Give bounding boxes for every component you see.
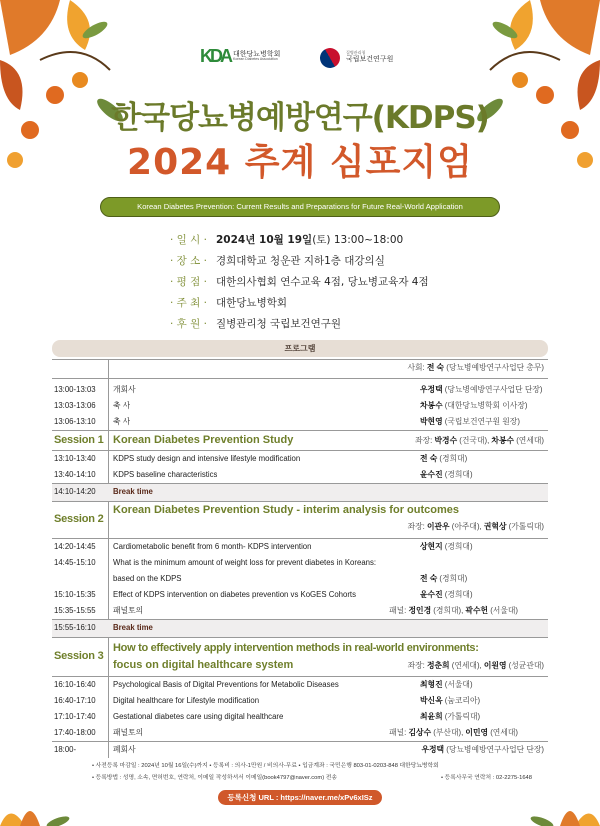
program-table [52, 359, 548, 758]
rows-r1-n1: 우정택 [420, 385, 443, 394]
rows-r10-a1: (서울대) [442, 680, 473, 689]
rows-r6-n1: 상현지 [420, 542, 443, 551]
registration-contact: • 등록사무국 연락처 : 02-2275-1648 [441, 775, 532, 781]
rows-r11-time: 16:40-17:10 [54, 696, 96, 705]
info-0-value_bold: 2024년 10월 19일 [216, 234, 313, 246]
title-line-2: 2024 추계 심포지엄 [127, 142, 473, 183]
table-row [52, 603, 548, 619]
rows-s1-a1: (건국대), [457, 436, 492, 445]
rows-mc-prefix: 사회: [407, 363, 427, 372]
rows-r8-title: Effect of KDPS intervention on diabetes prevention vs KoGES Cohorts [113, 590, 356, 599]
rows-s2-title: Korean Diabetes Prevention Study - interim analysis for outcomes [113, 504, 459, 516]
program-header: 프로그램 [52, 340, 548, 357]
rows-r2-time: 13:03-13:06 [54, 401, 96, 410]
nih-logo [320, 48, 393, 68]
rows-r13-prefix: 패널: [389, 728, 409, 737]
rows-r9-n2: 곽수헌 [465, 606, 489, 615]
table-row [52, 414, 548, 430]
rows-r4-a1: (경희대) [437, 454, 468, 463]
rows-b2-title: Break time [113, 623, 153, 632]
rows-b1-time: 14:10-14:20 [54, 487, 96, 496]
rows-s2-n2: 권혁상 [483, 522, 507, 531]
registration-url-button[interactable]: 등록신청 URL : https://naver.me/xPv6xISz [218, 790, 382, 805]
rows-r13-a1: (부산대), [431, 728, 466, 737]
rows-r9-time: 15:35-15:55 [54, 606, 96, 615]
rows-s3-title: How to effectively apply intervention methods in real-world environments: [113, 642, 479, 654]
rows-r11-a1: (눔코리아) [442, 696, 481, 705]
rows-r4-time: 13:10-13:40 [54, 454, 96, 463]
info-1-label: · 장 소 · [170, 255, 207, 267]
rows-s3-a1: (연세대), [449, 661, 484, 670]
autumn-leaves-bottom-left [0, 796, 70, 826]
rows-s1-title: Korean Diabetes Prevention Study [113, 434, 294, 446]
rows-s2-a1: (아주대), [449, 522, 484, 531]
rows-r14-n1: 우정택 [421, 745, 445, 754]
rows-s2-n1: 이관우 [426, 522, 450, 531]
rows-s1-n1: 박경수 [434, 436, 458, 445]
rows-r9-prefix: 패널: [389, 606, 409, 615]
session-3-row [52, 638, 548, 676]
break-row [52, 484, 548, 501]
taegeuk-emblem-icon [316, 44, 343, 71]
rows-r7-title2: based on the KDPS [113, 574, 182, 583]
rows-r12-title: Gestational diabetes care using digital healthcare [113, 712, 284, 721]
kda-name: 대한당뇨병학회 [233, 50, 281, 58]
info-3-label: · 주 최 · [170, 297, 207, 309]
info-2-value: 대한의사협회 연수교육 4점, 당뇨병교육자 4점 [216, 276, 429, 288]
rows-r3-time: 13:06-13:10 [54, 417, 96, 426]
rows-r7-time: 14:45-15:10 [54, 558, 96, 567]
rows-r2-a1: (대한당뇨병학회 이사장) [442, 401, 528, 410]
rows-r10-title: Psychological Basis of Digital Preventions for Metabolic Diseases [113, 680, 339, 689]
table-row [52, 693, 548, 709]
rows-r4-n1: 전 숙 [420, 454, 438, 463]
subtitle-banner: Korean Diabetes Prevention: Current Results and Preparations for Future Real-World Application [100, 197, 500, 217]
rows-r1-time: 13:00-13:03 [54, 385, 96, 394]
rows-r8-a1: (경희대) [442, 590, 473, 599]
info-2-label: · 평 점 · [170, 276, 207, 288]
rows-r1-title: 개회사 [113, 385, 136, 394]
rows-r4-title: KDPS study design and intensive lifestyle modification [113, 454, 301, 463]
info-sponsor [170, 314, 429, 335]
info-venue [170, 251, 429, 272]
kdca-name: 질병관리청 [346, 50, 366, 56]
info-host [170, 293, 429, 314]
rows-r9-a1: (경희대), [431, 606, 466, 615]
rows-r9-a2: (서울대) [488, 606, 518, 615]
rows-r7-a1: (경희대) [437, 574, 468, 583]
rows-r12-a1: (가톨릭대) [442, 712, 481, 721]
rows-s1-label: Session 1 [54, 434, 104, 446]
rows-s3-label: Session 3 [54, 650, 104, 662]
info-credits [170, 272, 429, 293]
event-info [170, 230, 429, 335]
nih-name: 국립보건연구원 [346, 56, 394, 64]
rows-r9-title: 패널토의 [113, 606, 144, 615]
table-row [52, 539, 548, 555]
info-4-label: · 후 원 · [170, 318, 207, 330]
rows-r10-time: 16:10-16:40 [54, 680, 96, 689]
table-row [52, 451, 548, 467]
table-row [52, 587, 548, 603]
kda-logo-mark: KDA [200, 46, 230, 66]
rows-mc-n1: 전 숙 [426, 363, 445, 372]
rows-r8-n1: 윤수진 [420, 590, 443, 599]
rows-r12-time: 17:10-17:40 [54, 712, 96, 721]
rows-mc-a1: (당뇨병예방연구사업단 총무) [444, 363, 544, 372]
rows-r13-a2: (연세대) [488, 728, 518, 737]
break-row [52, 620, 548, 637]
registration-line-1: • 사전등록 마감일 : 2024년 10월 16일(수)까지 • 등록비 : 의사-1만원 / 비의사-무료 • 입금계좌 : 국민은행 803-01-0203-848 대한당뇨병학회 [92, 763, 439, 769]
registration-line-2: • 등록방법 : 성명, 소속, 면허번호, 연락처, 이메일 작성하셔서 이메일(book4797@naver.com) 전송 [92, 775, 337, 781]
rows-r10-n1: 최형진 [420, 680, 443, 689]
title-line-1: 한국당뇨병예방연구(KDPS) [111, 100, 489, 136]
rows-r8-time: 15:10-15:35 [54, 590, 96, 599]
rows-r3-a1: (국립보건연구원 원장) [442, 417, 520, 426]
kda-logo [200, 46, 280, 67]
kda-name-en: Korean Diabetes Association [233, 57, 278, 62]
rows-b2-time: 15:55-16:10 [54, 623, 96, 632]
rows-r13-title: 패널토의 [113, 728, 144, 737]
info-0-value: (토) 13:00~18:00 [312, 234, 404, 246]
rows-s1-prefix: 좌장: [415, 436, 435, 445]
rows-r3-title: 축 사 [113, 417, 131, 426]
table-row-closing [52, 742, 548, 758]
rows-r13-n2: 이민영 [465, 728, 489, 737]
rows-s3-a2: (성균관대) [506, 661, 544, 670]
rows-s1-a2: (연세대) [514, 436, 544, 445]
rows-s3-n2: 이원영 [483, 661, 507, 670]
table-row [52, 725, 548, 741]
table-row [52, 398, 548, 414]
autumn-leaves-bottom-right [530, 796, 600, 826]
rows-s3-title2: focus on digital healthcare system [113, 659, 294, 671]
rows-r11-n1: 박신옥 [420, 696, 443, 705]
table-row [52, 467, 548, 483]
rows-s1-n2: 차봉수 [491, 436, 515, 445]
table-row [52, 709, 548, 725]
rows-r9-n1: 정인경 [408, 606, 432, 615]
rows-r5-title: KDPS baseline characteristics [113, 470, 218, 479]
rows-r13-time: 17:40-18:00 [54, 728, 96, 737]
rows-r2-title: 축 사 [113, 401, 131, 410]
rows-r7-title: What is the minimum amount of weight loss for prevent diabetes in Koreans: [113, 558, 377, 567]
organizer-logos [0, 46, 600, 76]
rows-r11-title: Digital healthcare for Lifestyle modification [113, 696, 260, 705]
registration-info [92, 760, 532, 784]
rows-r12-n1: 최윤희 [420, 712, 443, 721]
rows-r6-title: Cardiometabolic benefit from 6 month- KDPS intervention [113, 542, 312, 551]
table-row [52, 382, 548, 398]
rows-s2-label: Session 2 [54, 513, 104, 525]
info-3-value: 대한당뇨병학회 [216, 297, 288, 309]
table-row-mc [52, 360, 548, 378]
rows-r1-a1: (당뇨병예방연구사업단 단장) [442, 385, 543, 394]
rows-r14-time: 18:00- [54, 745, 77, 754]
rows-r6-a1: (경희대) [442, 542, 473, 551]
info-date [170, 230, 429, 251]
rows-r6-time: 14:20-14:45 [54, 542, 96, 551]
info-0-label: · 일 시 · [170, 234, 207, 246]
table-row [52, 571, 548, 587]
rows-s3-n1: 정춘희 [426, 661, 450, 670]
rows-r14-title: 폐회사 [113, 745, 136, 754]
table-row [52, 555, 548, 571]
rows-r5-a1: (경희대) [442, 470, 473, 479]
rows-s2-a2: (가톨릭대) [506, 522, 544, 531]
rows-r5-n1: 윤수진 [420, 470, 443, 479]
info-4-value: 질병관리청 국립보건연구원 [216, 318, 342, 330]
info-1-value: 경희대학교 청운관 지하1층 대강의실 [216, 255, 385, 267]
rows-r7-n1: 전 숙 [420, 574, 438, 583]
rows-s3-prefix: 좌장: [407, 661, 427, 670]
rows-r5-time: 13:40-14:10 [54, 470, 96, 479]
rows-b1-title: Break time [113, 487, 153, 496]
rows-r14-a1: (당뇨병예방연구사업단 단장) [444, 745, 544, 754]
rows-r13-n1: 김상수 [408, 728, 432, 737]
rows-r2-n1: 차봉수 [420, 401, 443, 410]
rows-s2-prefix: 좌장: [407, 522, 427, 531]
mc-speaker [407, 360, 544, 376]
session-2-row [52, 502, 548, 538]
session-1-row [52, 431, 548, 450]
rows-r3-n1: 박현영 [420, 417, 443, 426]
table-row [52, 677, 548, 693]
